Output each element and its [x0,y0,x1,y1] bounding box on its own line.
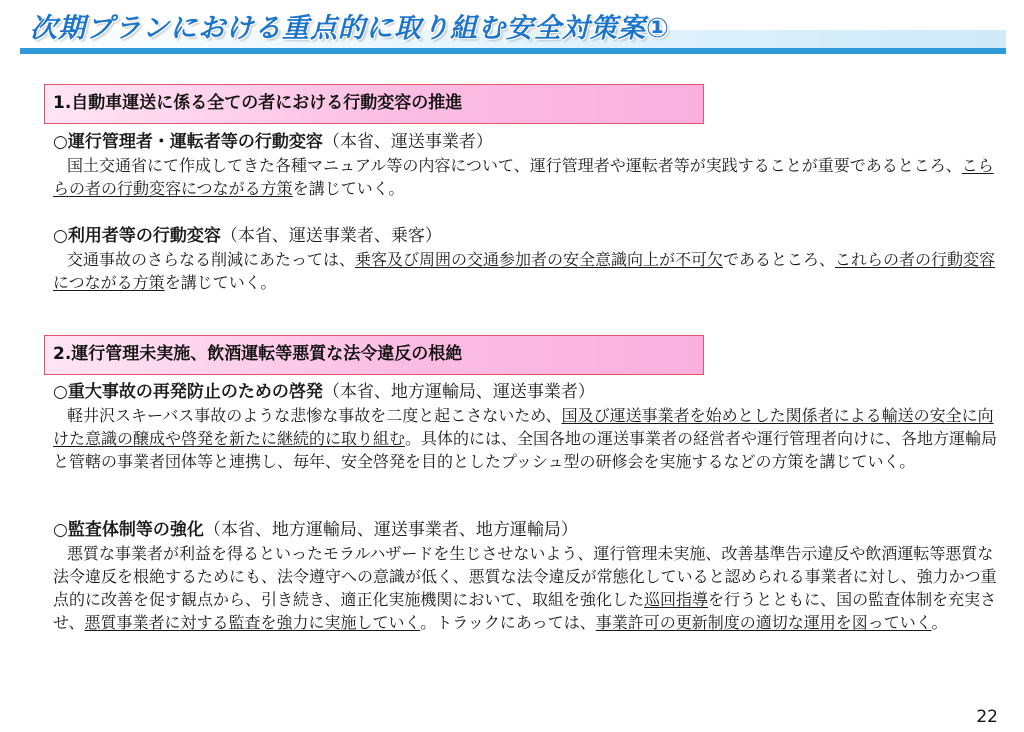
item-paragraph: 交通事故のさらなる削減にあたっては、乗客及び周囲の交通参加者の安全意識向上が不可欠であるところ、これらの者の行動変容につながる方策を講じていく。 [53,250,996,292]
emphasis-underline: 国及び運送事業者を始めとした関係者による輸送の安全に向けた意識の醸成や啓発を新たに継続的に取り組む [53,406,994,448]
page-title: 次期プランにおける重点的に取り組む安全対策案① [30,13,670,44]
item-paragraph: 悪質な事業者が利益を得るといったモラルハザードを生じさせないよう、運行管理未実施、改善基準告示違反や飲酒運転等悪質な法令違反を根絶するためにも、法令遵守への意識が低く、悪質な法令違反が常態化していると認められる事業者に対し、強力かつ重点的に改善を促す観点から、引き続き、適正化実施機関において、取組を強化した巡回指導を行うとともに、国の監査体制を充実させ、悪質事業者に対する監査を強力に実施していく。トラックにあっては、事業許可の更新制度の適切な運用を図っていく。 [53,544,997,632]
item-note: （本省、運送事業者） [322,132,493,152]
item-heading [53,518,1003,542]
item-paragraph: 国土交通省にて作成してきた各種マニュアル等の内容について、運行管理者や運転者等が実践することが重要であるところ、こららの者の行動変容につながる方策を講じていく。 [53,156,994,198]
item-note: （本省、運送事業者、乗客） [220,226,442,246]
item-heading [53,224,1003,248]
emphasis-underline: 乗客及び周囲の交通参加者の安全意識向上が不可欠 [355,250,724,269]
item-title: 運行管理者・運転者等の行動変容 [67,132,323,152]
section-1-item-1 [53,130,1003,200]
item-title: 監査体制等の強化 [67,520,204,540]
page-number: 22 [976,707,998,727]
item-marker: ○ [53,226,68,246]
emphasis-underline: 悪質事業者に対する監査を強力に実施していく [84,613,421,632]
section-1-item-2 [53,224,1003,294]
item-heading [53,380,1003,404]
section-heading-2: 2.運行管理未実施、飲酒運転等悪質な法令違反の根絶 [44,335,704,375]
item-title: 重大事故の再発防止のための啓発 [67,382,323,402]
item-note: （本省、地方運輸局、運送事業者） [322,382,595,402]
emphasis-underline: 事業許可の更新制度の適切な運用を図っていく [595,613,932,632]
section-heading-1: 1.自動車運送に係る全ての者における行動変容の推進 [44,84,704,124]
item-paragraph: 軽井沢スキーバス事故のような悲惨な事故を二度と起こさないため、国及び運送事業者を始めとした関係者による輸送の安全に向けた意識の醸成や啓発を新たに継続的に取り組む。具体的には、全国各地の運送事業者の経営者や運行管理者向けに、各地方運輸局と管轄の事業者団体等と連携し、毎年、安全啓発を目的としたプッシュ型の研修会を実施するなどの方策を講じていく。 [53,406,998,471]
title-rule [20,48,1006,54]
item-heading [53,130,1003,154]
title-area [0,0,1024,60]
item-marker: ○ [53,520,68,540]
item-title: 利用者等の行動変容 [67,226,221,246]
item-marker: ○ [53,382,68,402]
emphasis-underline: 巡回指導 [644,590,709,609]
item-note: （本省、地方運輸局、運送事業者、地方運輸局） [203,520,578,540]
section-2-item-1 [53,380,1003,473]
emphasis-underline: こららの者の行動変容につながる方策 [53,156,994,198]
emphasis-underline: これらの者の行動変容につながる方策 [53,250,996,292]
item-marker: ○ [53,132,68,152]
section-2-item-2 [53,518,1003,634]
